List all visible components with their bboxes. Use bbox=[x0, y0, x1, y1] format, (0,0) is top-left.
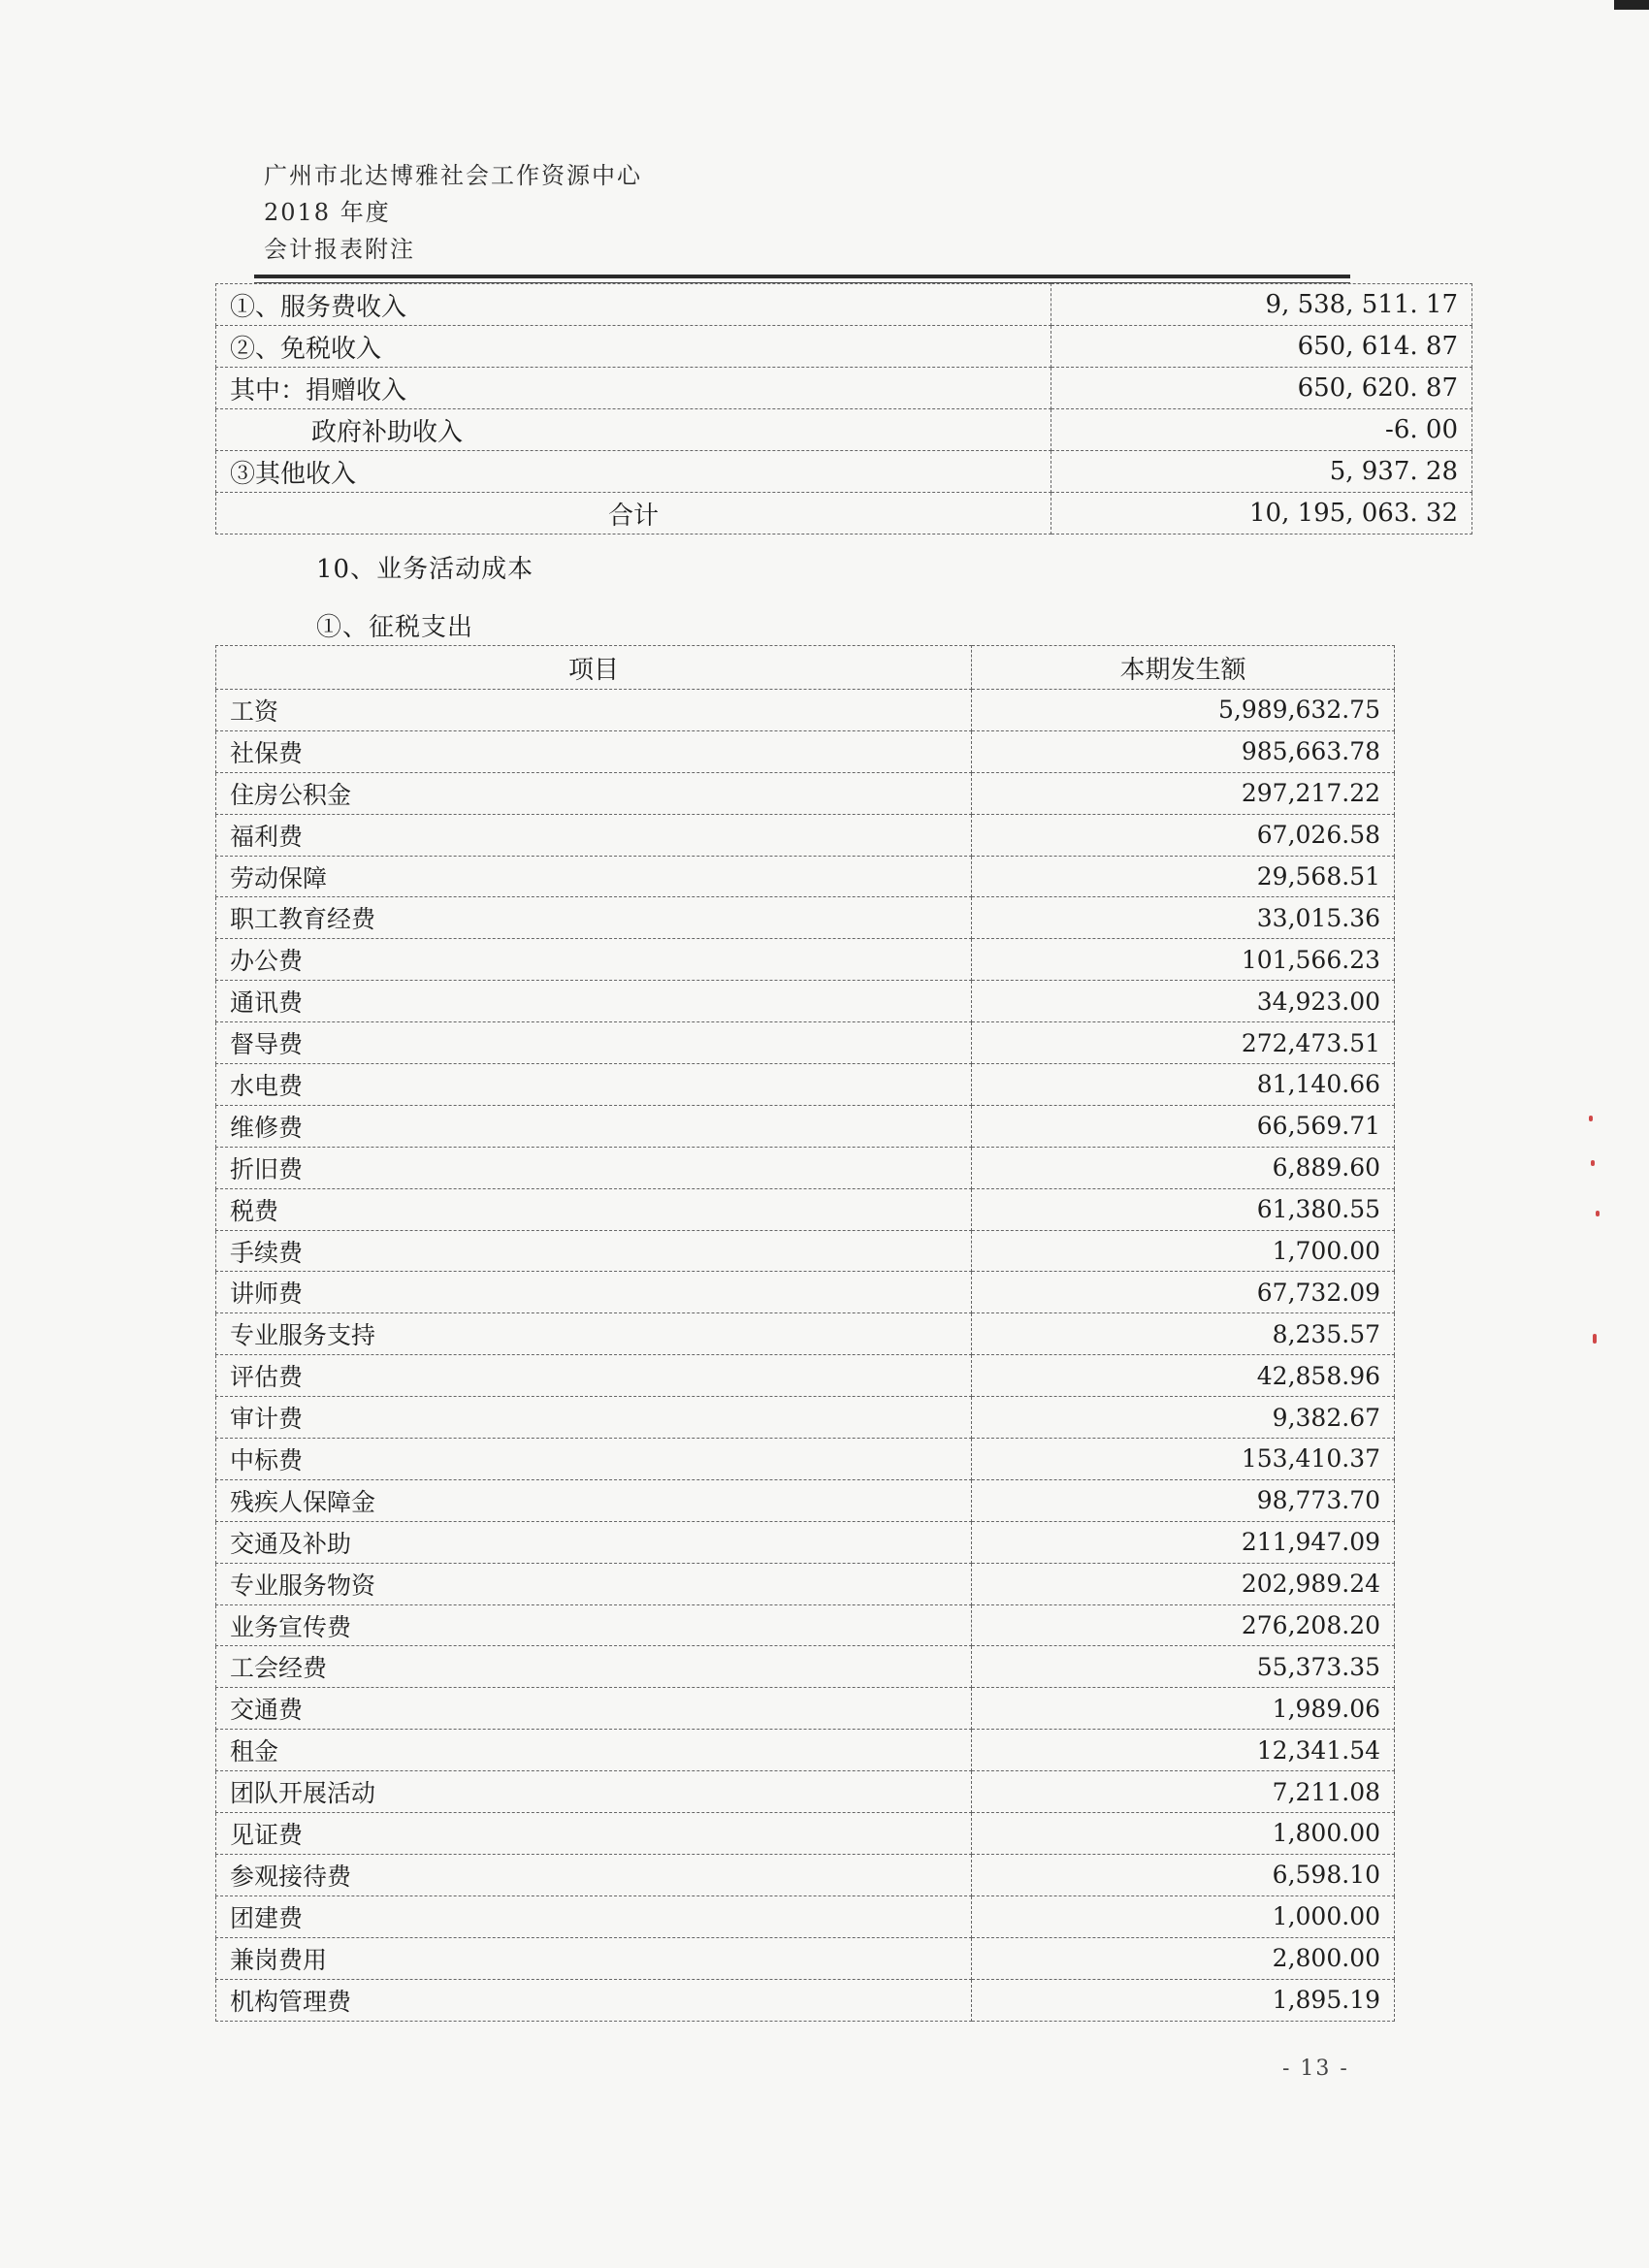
table-row bbox=[216, 368, 1472, 409]
income-value: 9, 538, 511. 17 bbox=[1051, 284, 1472, 326]
org-name: 广州市北达博雅社会工作资源中心 bbox=[264, 162, 642, 189]
cost-item: 维修费 bbox=[216, 1105, 972, 1147]
table-row bbox=[216, 1895, 1395, 1937]
page-number: - 13 - bbox=[1282, 2057, 1349, 2081]
income-value: 650, 620. 87 bbox=[1051, 368, 1472, 409]
table-row bbox=[216, 1563, 1395, 1604]
cost-item: 评估费 bbox=[216, 1355, 972, 1397]
cost-amount: 55,373.35 bbox=[972, 1646, 1395, 1688]
table-row bbox=[216, 1272, 1395, 1313]
table-row bbox=[216, 730, 1395, 772]
cost-amount: 6,889.60 bbox=[972, 1147, 1395, 1188]
cost-amount: 101,566.23 bbox=[972, 939, 1395, 981]
table-row bbox=[216, 409, 1472, 451]
cost-item: 工会经费 bbox=[216, 1646, 972, 1688]
table-row bbox=[216, 1854, 1395, 1895]
cost-item: 工资 bbox=[216, 690, 972, 731]
cost-amount: 42,858.96 bbox=[972, 1355, 1395, 1397]
section-heading-10: 10、业务活动成本 bbox=[316, 555, 534, 584]
table-row bbox=[216, 897, 1395, 939]
income-total-value: 10, 195, 063. 32 bbox=[1051, 493, 1472, 535]
cost-amount: 81,140.66 bbox=[972, 1064, 1395, 1106]
income-label: ②、免税收入 bbox=[216, 326, 1051, 368]
cost-item: 交通及补助 bbox=[216, 1521, 972, 1563]
cost-amount: 66,569.71 bbox=[972, 1105, 1395, 1147]
income-value: 5, 937. 28 bbox=[1051, 451, 1472, 493]
cost-amount: 1,700.00 bbox=[972, 1230, 1395, 1272]
stamp-mark bbox=[1591, 1160, 1595, 1166]
table-row bbox=[216, 981, 1395, 1022]
table-row bbox=[216, 326, 1472, 368]
table-row bbox=[216, 1813, 1395, 1855]
table-row bbox=[216, 451, 1472, 493]
cost-amount: 1,000.00 bbox=[972, 1895, 1395, 1937]
income-value: 650, 614. 87 bbox=[1051, 326, 1472, 368]
cost-amount: 34,923.00 bbox=[972, 981, 1395, 1022]
cost-amount: 202,989.24 bbox=[972, 1563, 1395, 1604]
cost-item: 租金 bbox=[216, 1730, 972, 1771]
cost-amount: 1,989.06 bbox=[972, 1688, 1395, 1730]
table-row bbox=[216, 1439, 1395, 1480]
cost-item: 交通费 bbox=[216, 1688, 972, 1730]
report-year: 2018 年度 bbox=[264, 199, 391, 226]
cost-item: 手续费 bbox=[216, 1230, 972, 1272]
income-label: ③其他收入 bbox=[216, 451, 1051, 493]
cost-item: 税费 bbox=[216, 1188, 972, 1230]
cost-item: 职工教育经费 bbox=[216, 897, 972, 939]
income-value: -6. 00 bbox=[1051, 409, 1472, 451]
cost-amount: 985,663.78 bbox=[972, 730, 1395, 772]
cost-item: 办公费 bbox=[216, 939, 972, 981]
table-row bbox=[216, 1188, 1395, 1230]
cost-amount: 297,217.22 bbox=[972, 772, 1395, 814]
stamp-mark bbox=[1593, 1334, 1597, 1344]
table-row-total bbox=[216, 493, 1472, 535]
cost-item: 审计费 bbox=[216, 1397, 972, 1439]
cost-amount: 2,800.00 bbox=[972, 1937, 1395, 1979]
cost-amount: 67,026.58 bbox=[972, 814, 1395, 856]
table-row bbox=[216, 1771, 1395, 1813]
cost-item: 通讯费 bbox=[216, 981, 972, 1022]
table-row bbox=[216, 284, 1472, 326]
table-row bbox=[216, 1355, 1395, 1397]
table-row bbox=[216, 856, 1395, 897]
table-row bbox=[216, 1646, 1395, 1688]
cost-amount: 1,895.19 bbox=[972, 1979, 1395, 2021]
cost-item: 专业服务物资 bbox=[216, 1563, 972, 1604]
cost-item: 见证费 bbox=[216, 1813, 972, 1855]
cost-item: 专业服务支持 bbox=[216, 1313, 972, 1355]
table-row bbox=[216, 1979, 1395, 2021]
table-row bbox=[216, 1147, 1395, 1188]
table-row bbox=[216, 1064, 1395, 1106]
cost-amount: 9,382.67 bbox=[972, 1397, 1395, 1439]
report-title: 会计报表附注 bbox=[264, 236, 415, 263]
cost-table-body bbox=[216, 690, 1395, 2022]
cost-amount: 61,380.55 bbox=[972, 1188, 1395, 1230]
cost-item: 水电费 bbox=[216, 1064, 972, 1106]
stamp-mark bbox=[1589, 1116, 1593, 1121]
cost-amount: 98,773.70 bbox=[972, 1479, 1395, 1521]
table-row bbox=[216, 1937, 1395, 1979]
cost-amount: 5,989,632.75 bbox=[972, 690, 1395, 731]
table-row bbox=[216, 939, 1395, 981]
cost-item: 兼岗费用 bbox=[216, 1937, 972, 1979]
report-header bbox=[264, 157, 642, 268]
cost-amount: 7,211.08 bbox=[972, 1771, 1395, 1813]
table-row bbox=[216, 1688, 1395, 1730]
scan-corner-mark bbox=[1614, 0, 1649, 10]
table-row bbox=[216, 690, 1395, 731]
income-total-label: 合计 bbox=[216, 493, 1051, 535]
cost-item: 督导费 bbox=[216, 1022, 972, 1064]
table-row bbox=[216, 1105, 1395, 1147]
cost-item: 折旧费 bbox=[216, 1147, 972, 1188]
cost-amount: 8,235.57 bbox=[972, 1313, 1395, 1355]
cost-item: 机构管理费 bbox=[216, 1979, 972, 2021]
column-header-amount: 本期发生额 bbox=[972, 646, 1395, 690]
income-label: 政府补助收入 bbox=[216, 409, 1051, 451]
cost-item: 团建费 bbox=[216, 1895, 972, 1937]
cost-amount: 12,341.54 bbox=[972, 1730, 1395, 1771]
cost-item: 住房公积金 bbox=[216, 772, 972, 814]
subsection-heading: ①、征税支出 bbox=[316, 613, 474, 642]
table-header-row bbox=[216, 646, 1395, 690]
income-label: ①、服务费收入 bbox=[216, 284, 1051, 326]
table-row bbox=[216, 1230, 1395, 1272]
cost-amount: 272,473.51 bbox=[972, 1022, 1395, 1064]
cost-amount: 6,598.10 bbox=[972, 1854, 1395, 1895]
income-table bbox=[215, 283, 1472, 535]
table-row bbox=[216, 814, 1395, 856]
header-rule bbox=[254, 275, 1350, 278]
cost-item: 业务宣传费 bbox=[216, 1604, 972, 1646]
cost-item: 劳动保障 bbox=[216, 856, 972, 897]
cost-amount: 33,015.36 bbox=[972, 897, 1395, 939]
cost-amount: 1,800.00 bbox=[972, 1813, 1395, 1855]
table-row bbox=[216, 1479, 1395, 1521]
cost-item: 讲师费 bbox=[216, 1272, 972, 1313]
cost-item: 社保费 bbox=[216, 730, 972, 772]
cost-item: 中标费 bbox=[216, 1439, 972, 1480]
cost-item: 福利费 bbox=[216, 814, 972, 856]
table-row bbox=[216, 1397, 1395, 1439]
table-row bbox=[216, 1604, 1395, 1646]
table-row bbox=[216, 772, 1395, 814]
cost-amount: 29,568.51 bbox=[972, 856, 1395, 897]
cost-amount: 153,410.37 bbox=[972, 1439, 1395, 1480]
cost-amount: 276,208.20 bbox=[972, 1604, 1395, 1646]
cost-item: 参观接待费 bbox=[216, 1854, 972, 1895]
income-label: 其中：捐赠收入 bbox=[216, 368, 1051, 409]
table-row bbox=[216, 1022, 1395, 1064]
table-row bbox=[216, 1521, 1395, 1563]
table-row bbox=[216, 1730, 1395, 1771]
cost-item: 团队开展活动 bbox=[216, 1771, 972, 1813]
cost-amount: 211,947.09 bbox=[972, 1521, 1395, 1563]
cost-amount: 67,732.09 bbox=[972, 1272, 1395, 1313]
stamp-mark bbox=[1596, 1211, 1600, 1216]
column-header-item: 项目 bbox=[216, 646, 972, 690]
cost-table bbox=[215, 645, 1395, 2022]
cost-item: 残疾人保障金 bbox=[216, 1479, 972, 1521]
table-row bbox=[216, 1313, 1395, 1355]
